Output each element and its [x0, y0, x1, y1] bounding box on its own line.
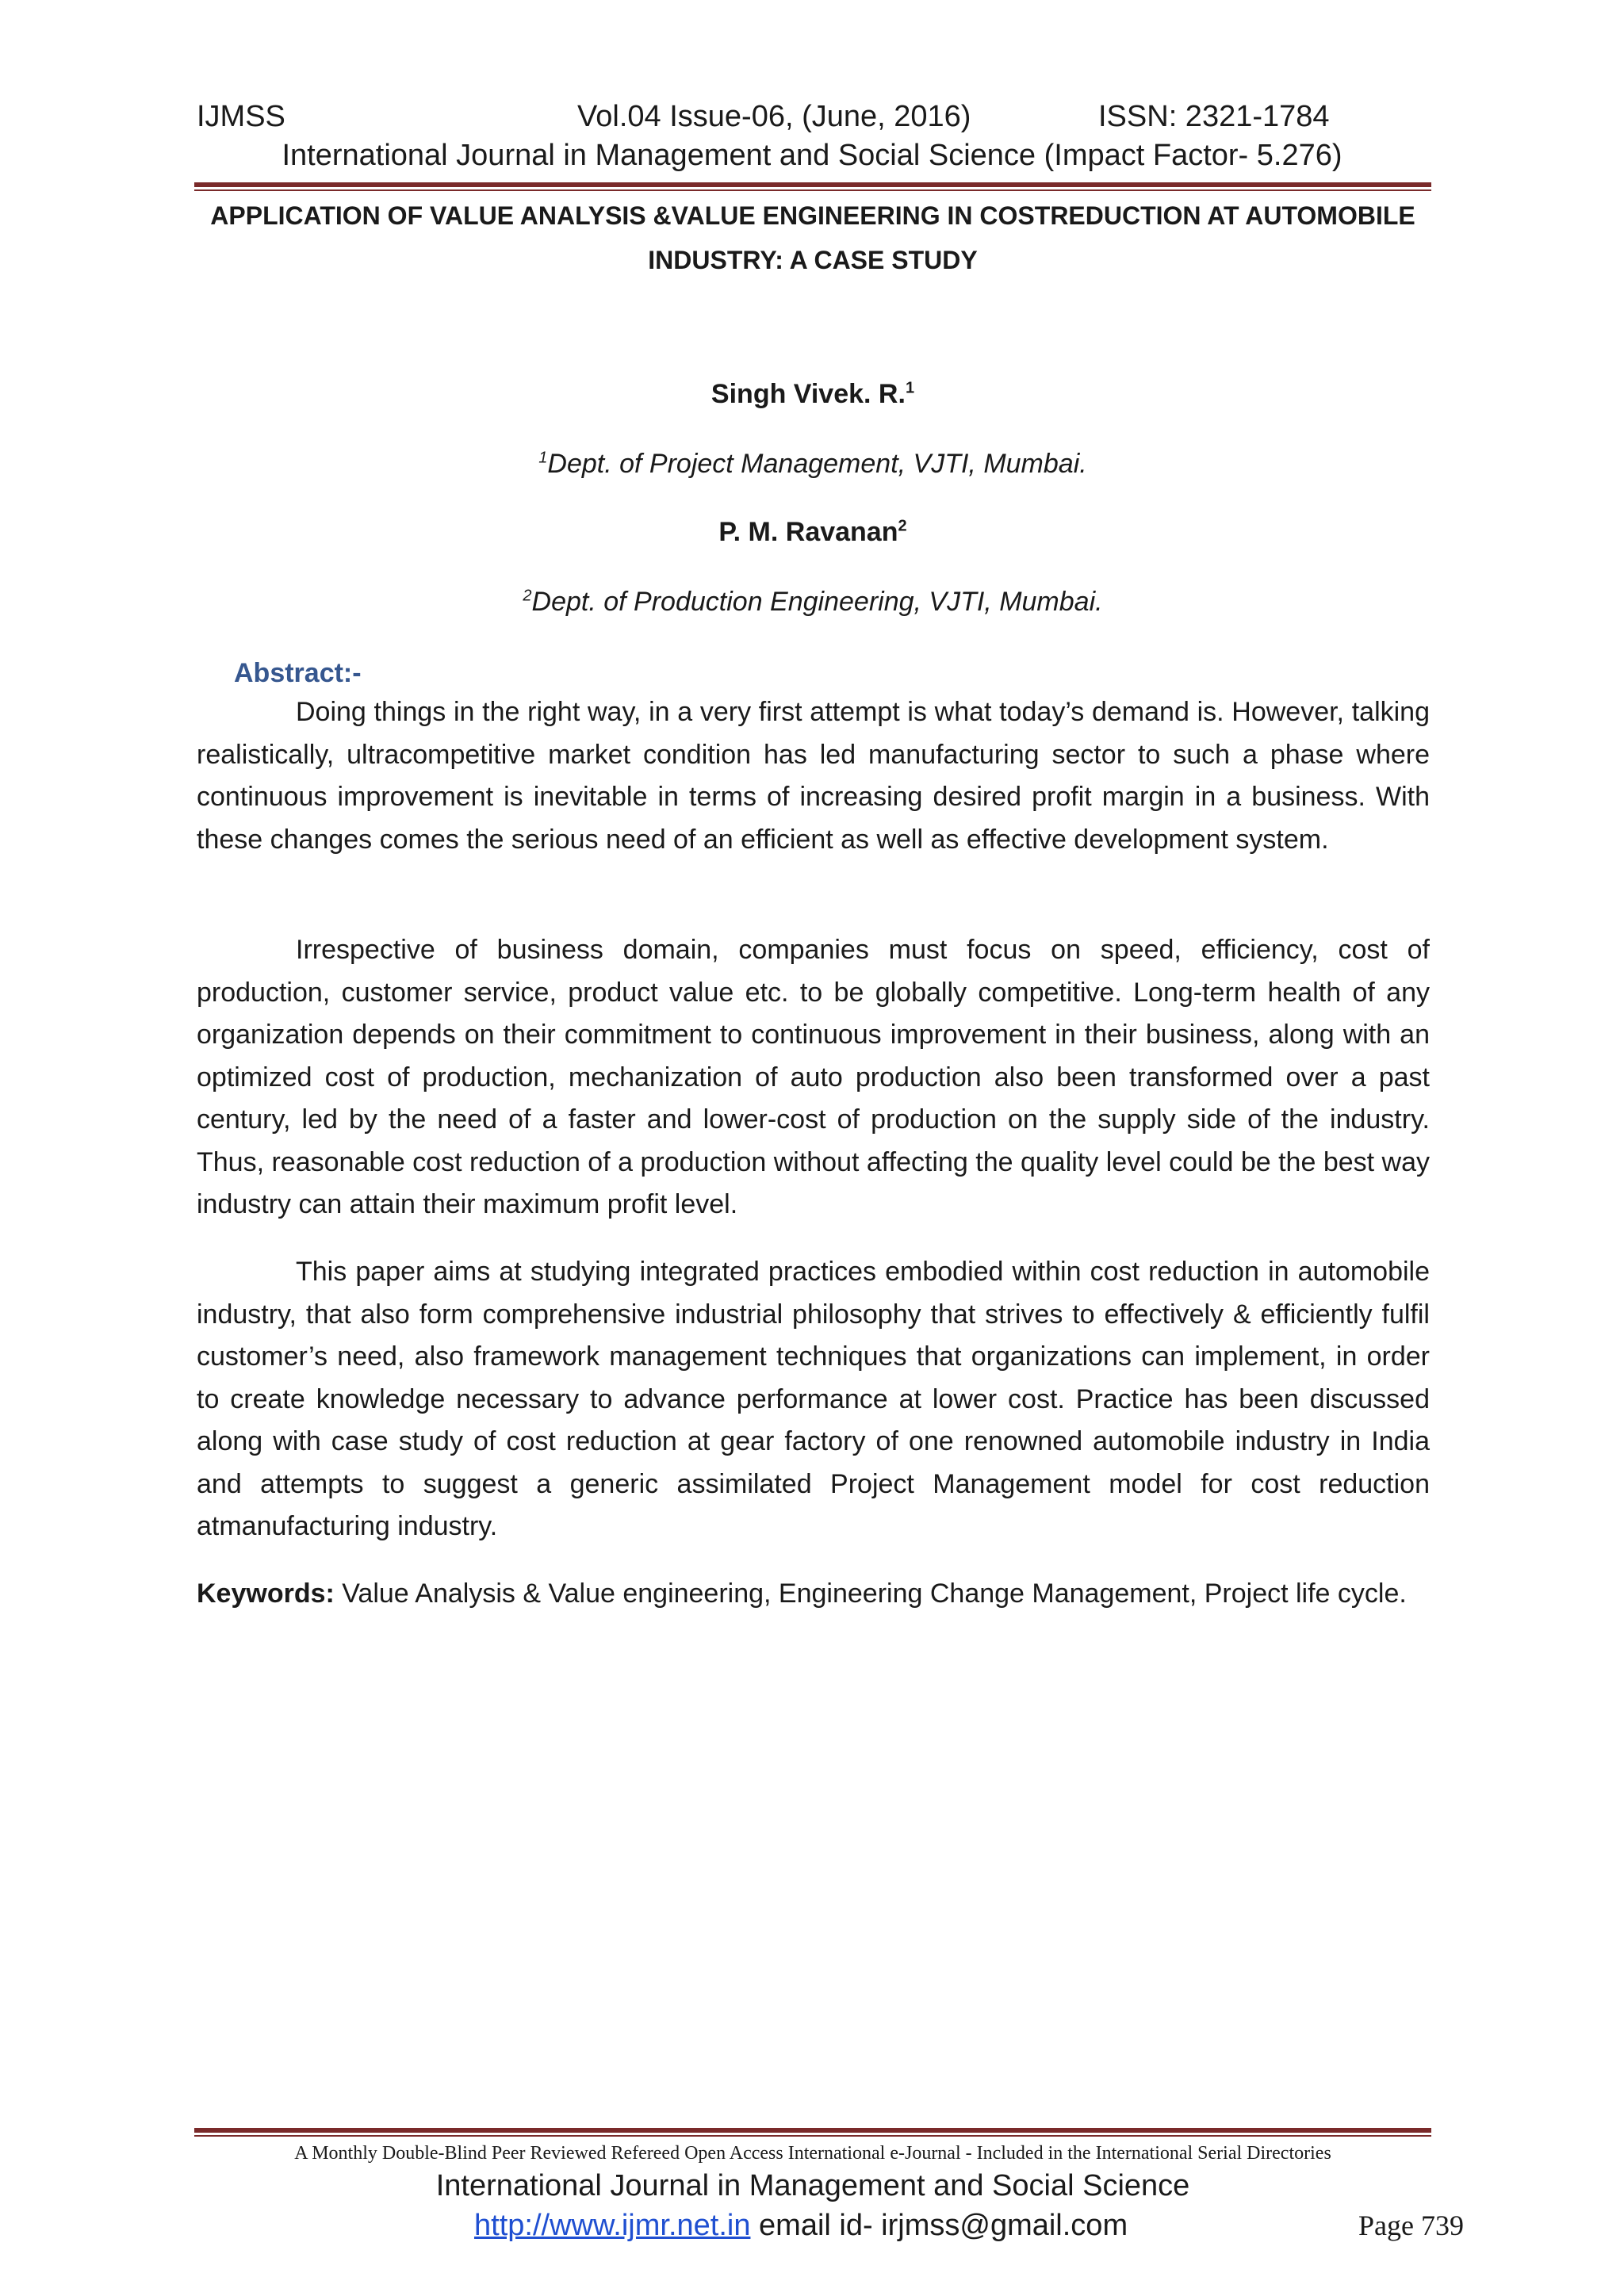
keywords-label: Keywords:	[197, 1578, 335, 1609]
footer-email: email id- irjmss@gmail.com	[750, 2209, 1128, 2242]
affiliation-2-text: Dept. of Production Engineering, VJTI, Mumbai.	[531, 587, 1103, 617]
author-2	[194, 517, 1431, 548]
header-rule-thin	[194, 189, 1431, 191]
abstract-paragraph-1: Doing things in the right way, in a very first attempt is what today’s demand is. However, talking realistically, ultracompetitive market condition has led manufacturing sector to such a phase where continuous improvement is inevitable in terms of increasing desired profit margin in a business. With these changes comes the serious need of an efficient as well as effective development system.	[197, 697, 1430, 855]
author-2-sup: 2	[898, 517, 907, 535]
keywords	[197, 1573, 1430, 1616]
affiliation-1-sup: 1	[538, 449, 548, 467]
keywords-text: Value Analysis & Value engineering, Engineering Change Management, Project life cycle.	[334, 1578, 1407, 1609]
footer-rule-thin	[194, 2135, 1431, 2137]
affiliation-2	[194, 587, 1431, 618]
page-number: Page 739	[1358, 2210, 1464, 2241]
author-2-name: P. M. Ravanan	[718, 517, 898, 547]
paper-title-line-2: INDUSTRY: A CASE STUDY	[648, 246, 978, 274]
journal-abbreviation: IJMSS	[197, 100, 285, 133]
paper-title-line-1: APPLICATION OF VALUE ANALYSIS &VALUE ENGINEERING IN COSTREDUCTION AT AUTOMOBILE	[210, 201, 1415, 230]
footer-tagline: A Monthly Double-Blind Peer Reviewed Refereed Open Access International e-Journal - Included in the International Serial Directories	[294, 2143, 1331, 2164]
affiliation-1-text: Dept. of Project Management, VJTI, Mumbai.	[547, 449, 1087, 479]
affiliation-2-sup: 2	[523, 587, 532, 605]
issn: ISSN: 2321-1784	[1098, 100, 1330, 133]
header-rule	[194, 182, 1431, 187]
volume-issue: Vol.04 Issue-06, (June, 2016)	[577, 100, 971, 133]
author-1-sup: 1	[905, 379, 915, 397]
footer-contact	[474, 2209, 1128, 2243]
abstract-paragraph-2: Irrespective of business domain, companies must focus on speed, efficiency, cost of production, customer service, product value etc. to be globally competitive. Long-term health of any organization depends on their commitment to continuous improvement in their business, along with an optimized cost of production, mechanization of auto production also been transformed over a past century, led by the need of a faster and lower-cost of production on the supply side of the industry. Thus, reasonable cost reduction of a production without affecting the quality level could be the best way industry can attain their maximum profit level.	[197, 935, 1430, 1219]
journal-website-link[interactable]: http://www.ijmr.net.in	[474, 2209, 751, 2242]
footer-journal-name: International Journal in Management and Social Science	[435, 2169, 1190, 2202]
author-1-name: Singh Vivek. R.	[710, 379, 906, 409]
journal-full-name: International Journal in Management and Social Science (Impact Factor- 5.276)	[282, 139, 1342, 172]
author-1	[194, 379, 1431, 410]
footer-rule	[194, 2128, 1431, 2133]
affiliation-1	[194, 449, 1431, 480]
abstract-heading: Abstract:-	[234, 658, 362, 688]
abstract-paragraph-3: This paper aims at studying integrated practices embodied within cost reduction in automobile industry, that also form comprehensive industrial philosophy that strives to effectively & efficiently fulfil customer’s need, also framework management techniques that organizations can implement, in order to create knowledge necessary to advance performance at lower cost. Practice has been discussed along with case study of cost reduction at gear factory of one renowned automobile industry in India and attempts to suggest a generic assimilated Project Management model for cost reduction atmanufacturing industry.	[197, 1257, 1430, 1541]
